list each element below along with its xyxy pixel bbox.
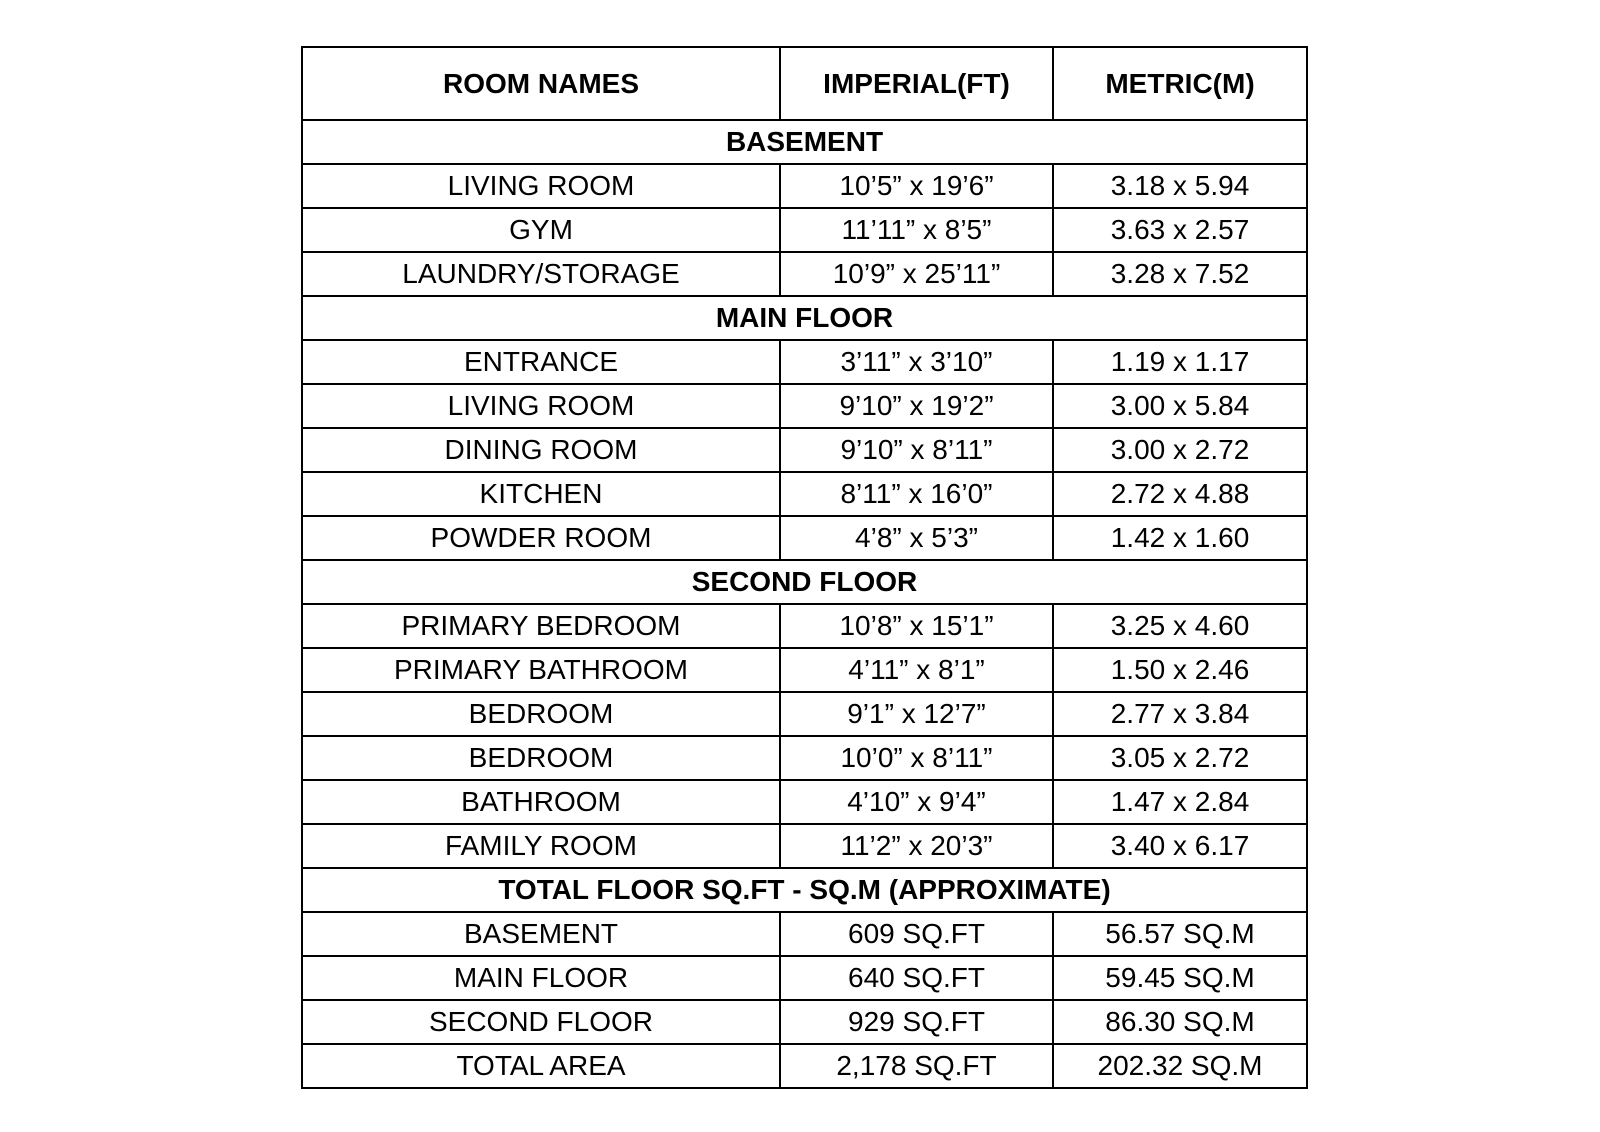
room-name-cell: TOTAL AREA xyxy=(302,1044,780,1088)
room-name-cell: BATHROOM xyxy=(302,780,780,824)
section-header-row xyxy=(302,296,1307,340)
table-row xyxy=(302,340,1307,384)
metric-cell: 3.00 x 5.84 xyxy=(1053,384,1307,428)
metric-cell: 3.63 x 2.57 xyxy=(1053,208,1307,252)
table-row xyxy=(302,516,1307,560)
section-header-row xyxy=(302,120,1307,164)
section-header-row xyxy=(302,868,1307,912)
imperial-cell: 10’9” x 25’11” xyxy=(780,252,1053,296)
table-row xyxy=(302,648,1307,692)
metric-cell: 86.30 SQ.M xyxy=(1053,1000,1307,1044)
table-row xyxy=(302,736,1307,780)
room-name-cell: KITCHEN xyxy=(302,472,780,516)
metric-cell: 202.32 SQ.M xyxy=(1053,1044,1307,1088)
header-imperial: IMPERIAL(FT) xyxy=(780,47,1053,120)
imperial-cell: 9’1” x 12’7” xyxy=(780,692,1053,736)
metric-cell: 1.50 x 2.46 xyxy=(1053,648,1307,692)
imperial-cell: 2,178 SQ.FT xyxy=(780,1044,1053,1088)
room-name-cell: BEDROOM xyxy=(302,692,780,736)
metric-cell: 3.40 x 6.17 xyxy=(1053,824,1307,868)
table-row xyxy=(302,604,1307,648)
room-name-cell: DINING ROOM xyxy=(302,428,780,472)
room-dimensions-table xyxy=(301,46,1308,1089)
room-name-cell: SECOND FLOOR xyxy=(302,1000,780,1044)
metric-cell: 3.05 x 2.72 xyxy=(1053,736,1307,780)
section-title: SECOND FLOOR xyxy=(302,560,1307,604)
room-name-cell: BEDROOM xyxy=(302,736,780,780)
table-row xyxy=(302,1044,1307,1088)
table-row xyxy=(302,384,1307,428)
imperial-cell: 8’11” x 16’0” xyxy=(780,472,1053,516)
table-body xyxy=(302,120,1307,1088)
imperial-cell: 11’11” x 8’5” xyxy=(780,208,1053,252)
header-room-names: ROOM NAMES xyxy=(302,47,780,120)
section-title: BASEMENT xyxy=(302,120,1307,164)
metric-cell: 59.45 SQ.M xyxy=(1053,956,1307,1000)
imperial-cell: 3’11” x 3’10” xyxy=(780,340,1053,384)
metric-cell: 3.28 x 7.52 xyxy=(1053,252,1307,296)
imperial-cell: 9’10” x 19’2” xyxy=(780,384,1053,428)
metric-cell: 3.18 x 5.94 xyxy=(1053,164,1307,208)
metric-cell: 1.19 x 1.17 xyxy=(1053,340,1307,384)
table-row xyxy=(302,780,1307,824)
metric-cell: 3.25 x 4.60 xyxy=(1053,604,1307,648)
room-name-cell: LIVING ROOM xyxy=(302,384,780,428)
header-metric: METRIC(M) xyxy=(1053,47,1307,120)
imperial-cell: 9’10” x 8’11” xyxy=(780,428,1053,472)
table-row xyxy=(302,956,1307,1000)
metric-cell: 56.57 SQ.M xyxy=(1053,912,1307,956)
room-name-cell: FAMILY ROOM xyxy=(302,824,780,868)
room-name-cell: PRIMARY BEDROOM xyxy=(302,604,780,648)
room-name-cell: GYM xyxy=(302,208,780,252)
table-row xyxy=(302,1000,1307,1044)
table-row xyxy=(302,692,1307,736)
table-row xyxy=(302,428,1307,472)
room-name-cell: PRIMARY BATHROOM xyxy=(302,648,780,692)
imperial-cell: 609 SQ.FT xyxy=(780,912,1053,956)
header-row xyxy=(302,47,1307,120)
section-title: TOTAL FLOOR SQ.FT - SQ.M (APPROXIMATE) xyxy=(302,868,1307,912)
section-header-row xyxy=(302,560,1307,604)
section-title: MAIN FLOOR xyxy=(302,296,1307,340)
table-row xyxy=(302,912,1307,956)
metric-cell: 1.47 x 2.84 xyxy=(1053,780,1307,824)
room-name-cell: LIVING ROOM xyxy=(302,164,780,208)
table-row xyxy=(302,252,1307,296)
imperial-cell: 10’0” x 8’11” xyxy=(780,736,1053,780)
room-name-cell: LAUNDRY/STORAGE xyxy=(302,252,780,296)
imperial-cell: 929 SQ.FT xyxy=(780,1000,1053,1044)
room-name-cell: ENTRANCE xyxy=(302,340,780,384)
room-name-cell: POWDER ROOM xyxy=(302,516,780,560)
imperial-cell: 640 SQ.FT xyxy=(780,956,1053,1000)
table-row xyxy=(302,208,1307,252)
imperial-cell: 11’2” x 20’3” xyxy=(780,824,1053,868)
room-name-cell: BASEMENT xyxy=(302,912,780,956)
imperial-cell: 4’10” x 9’4” xyxy=(780,780,1053,824)
room-name-cell: MAIN FLOOR xyxy=(302,956,780,1000)
metric-cell: 2.72 x 4.88 xyxy=(1053,472,1307,516)
table-row xyxy=(302,472,1307,516)
table-header xyxy=(302,47,1307,120)
table-row xyxy=(302,164,1307,208)
metric-cell: 3.00 x 2.72 xyxy=(1053,428,1307,472)
imperial-cell: 4’11” x 8’1” xyxy=(780,648,1053,692)
imperial-cell: 10’5” x 19’6” xyxy=(780,164,1053,208)
metric-cell: 2.77 x 3.84 xyxy=(1053,692,1307,736)
imperial-cell: 4’8” x 5’3” xyxy=(780,516,1053,560)
imperial-cell: 10’8” x 15’1” xyxy=(780,604,1053,648)
metric-cell: 1.42 x 1.60 xyxy=(1053,516,1307,560)
table-row xyxy=(302,824,1307,868)
